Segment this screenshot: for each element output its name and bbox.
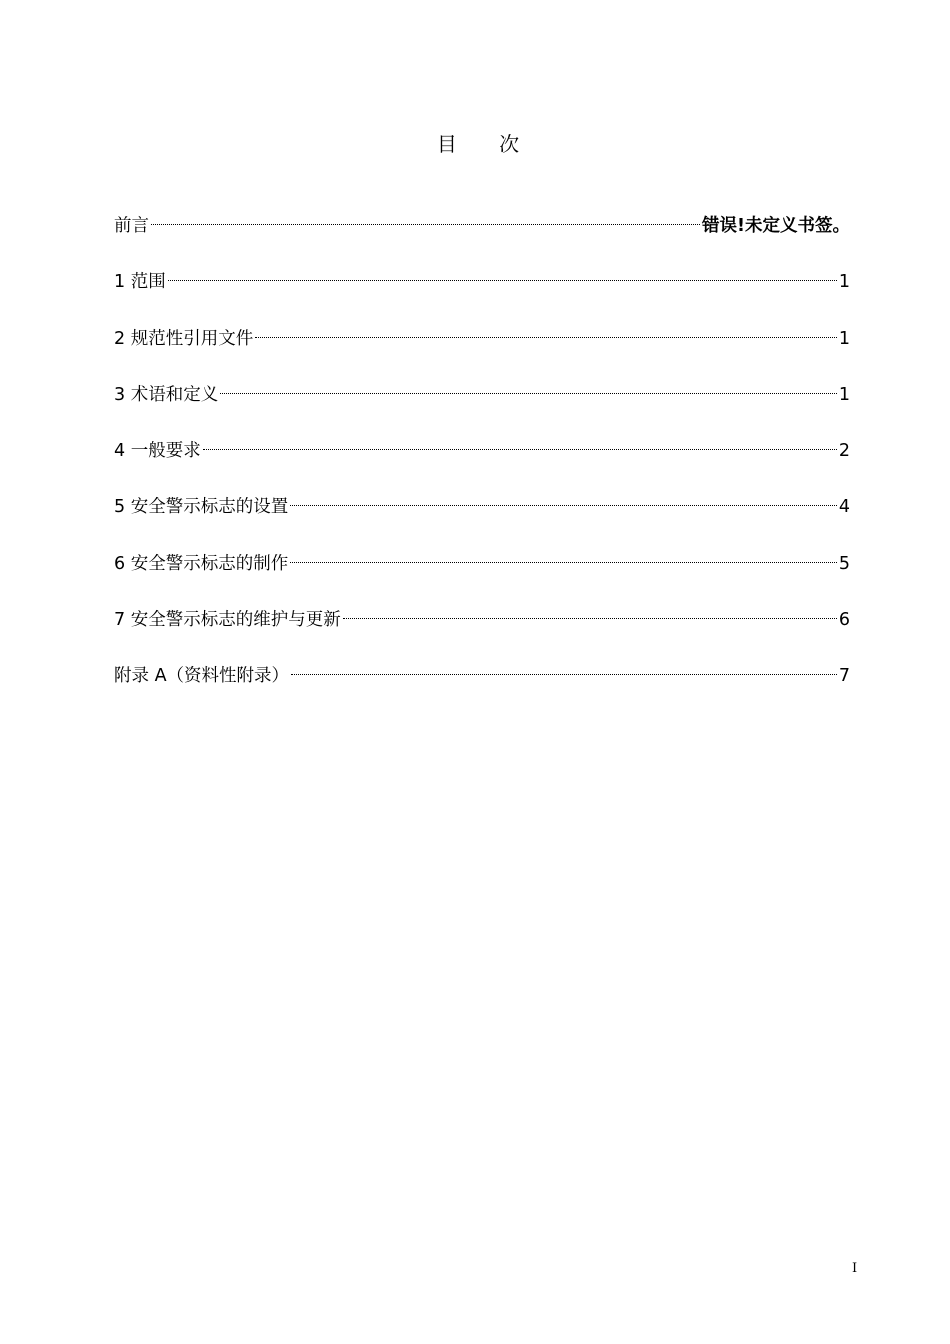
toc-entry-label: 3 术语和定义 xyxy=(114,384,219,405)
toc-entry-page: 1 xyxy=(838,384,850,405)
toc-entry-page: 错误!未定义书签。 xyxy=(702,216,850,236)
toc-entry-label: 7 安全警示标志的维护与更新 xyxy=(114,610,341,631)
toc-entry-label: 1 范围 xyxy=(114,272,166,293)
toc-entry-terms-definitions[interactable] xyxy=(114,379,850,435)
toc-dot-leader xyxy=(168,280,837,281)
toc-list xyxy=(114,210,850,717)
toc-entry-page: 6 xyxy=(838,610,850,631)
toc-entry-label: 5 安全警示标志的设置 xyxy=(114,497,289,518)
toc-dot-leader xyxy=(343,618,837,619)
toc-entry-preface[interactable] xyxy=(114,210,850,266)
toc-dot-leader xyxy=(255,337,837,338)
toc-entry-normative-references[interactable] xyxy=(114,323,850,379)
toc-entry-page: 4 xyxy=(838,497,850,518)
toc-dot-leader xyxy=(291,674,837,675)
toc-entry-label: 6 安全警示标志的制作 xyxy=(114,553,289,574)
toc-entry-page: 5 xyxy=(838,553,850,574)
toc-dot-leader xyxy=(203,449,837,450)
toc-entry-page: 1 xyxy=(838,272,850,293)
page-number: I xyxy=(852,1261,858,1276)
toc-dot-leader xyxy=(220,393,837,394)
toc-entry-label: 4 一般要求 xyxy=(114,441,201,462)
toc-entry-label: 2 规范性引用文件 xyxy=(114,328,254,349)
toc-title: 目 次 xyxy=(436,132,538,156)
toc-entry-sign-placement[interactable] xyxy=(114,491,850,547)
toc-entry-sign-production[interactable] xyxy=(114,548,850,604)
toc-entry-sign-maintenance[interactable] xyxy=(114,604,850,660)
toc-entry-page: 2 xyxy=(838,441,850,462)
toc-entry-label: 附录 A（资料性附录） xyxy=(114,666,290,687)
toc-dot-leader xyxy=(290,505,837,506)
toc-entry-scope[interactable] xyxy=(114,266,850,322)
toc-entry-label: 前言 xyxy=(114,216,149,236)
toc-entry-page: 7 xyxy=(838,666,850,687)
toc-dot-leader xyxy=(151,224,700,225)
toc-dot-leader xyxy=(290,562,837,563)
toc-entry-page: 1 xyxy=(838,328,850,349)
toc-entry-appendix-a[interactable] xyxy=(114,660,850,716)
toc-entry-general-requirements[interactable] xyxy=(114,435,850,491)
